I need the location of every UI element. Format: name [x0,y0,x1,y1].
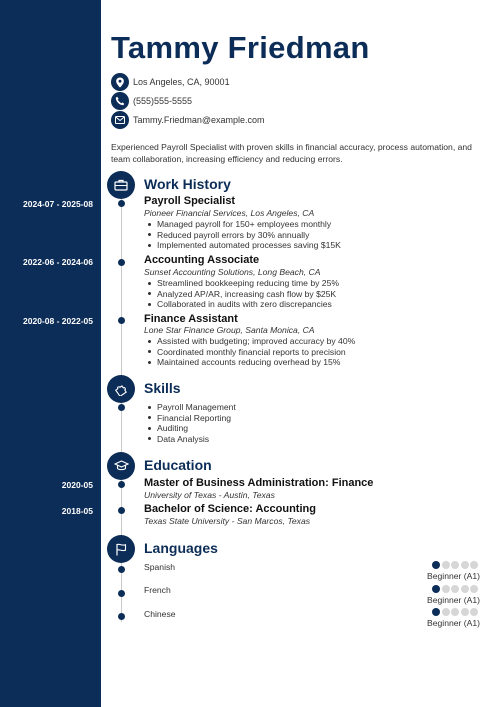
job-company: Pioneer Financial Services, Los Angeles, CA [144,208,315,218]
language-name: French [144,585,171,595]
job-title: Payroll Specialist [144,195,236,207]
education-date: 2020-05 [61,480,93,490]
job-bullets [146,278,339,310]
graduation-cap-icon [107,452,135,480]
flag-icon [107,535,135,563]
rating-dot-empty [470,608,478,616]
section-title-languages: Languages [144,540,218,556]
language-name: Spanish [144,562,176,572]
job-title: Finance Assistant [144,313,238,325]
list-item: Financial Reporting [146,413,236,424]
sidebar [0,0,101,707]
contact-email-text: Tammy.Friedman@example.com [133,115,265,125]
school-name: University of Texas - Austin, Texas [144,490,275,500]
job-dates: 2024-07 - 2025-08 [23,199,93,209]
rating-dot-filled [432,561,440,569]
job-company: Sunset Accounting Solutions, Long Beach, CA [144,267,321,277]
rating-dot-empty [461,585,469,593]
degree-title: Bachelor of Science: Accounting [144,503,316,515]
rating-dot-empty [461,561,469,569]
list-item: Implemented automated processes saving $15K [146,240,341,251]
timeline-dot [118,481,125,488]
contact-email [111,111,265,129]
timeline-dot [118,317,125,324]
timeline-dot [118,507,125,514]
list-item: Payroll Management [146,402,236,413]
job-dates: 2022-06 - 2024-06 [23,257,93,267]
job-title: Accounting Associate [144,254,260,266]
list-item: Auditing [146,423,236,434]
puzzle-icon [107,375,135,403]
rating-dot-filled [432,585,440,593]
list-item: Assisted with budgeting; improved accuracy by 40% [146,336,355,347]
list-item: Maintained accounts reducing overhead by 15% [146,357,355,368]
rating-dot-empty [470,561,478,569]
school-name: Texas State University - San Marcos, Texas [144,516,311,526]
education-date: 2018-05 [61,506,93,516]
rating-dot-empty [442,608,450,616]
language-level: Beginner (A1) [427,618,481,628]
section-title-skills: Skills [144,380,181,396]
candidate-name: Tammy Friedman [111,30,370,65]
language-level: Beginner (A1) [427,595,481,605]
skills-list [146,402,236,444]
phone-icon [111,92,129,110]
briefcase-icon [107,171,135,199]
list-item: Data Analysis [146,434,236,445]
contact-phone [111,92,192,110]
job-bullets [146,219,341,251]
timeline-dot [118,590,125,597]
timeline-dot [118,259,125,266]
language-rating [432,608,480,616]
list-item: Collaborated in audits with zero discrepancies [146,299,339,310]
rating-dot-empty [442,561,450,569]
degree-title: Master of Business Administration: Finance [144,477,374,489]
rating-dot-empty [470,585,478,593]
rating-dot-empty [461,608,469,616]
professional-summary: Experienced Payroll Specialist with proven skills in financial accuracy, process automation, and team collaboration, increasing efficiency and reducing errors. [111,142,472,164]
job-bullets [146,336,355,368]
list-item: Analyzed AP/AR, increasing cash flow by $25K [146,289,339,300]
rating-dot-empty [451,561,459,569]
timeline-dot [118,613,125,620]
job-company: Lone Star Finance Group, Santa Monica, CA [144,325,315,335]
rating-dot-empty [451,585,459,593]
location-pin-icon [111,73,129,91]
section-title-work-history: Work History [144,176,231,192]
job-dates: 2020-08 - 2022-05 [23,316,93,326]
contact-location-text: Los Angeles, CA, 90001 [133,77,230,87]
contact-location [111,73,230,91]
language-rating [432,585,480,593]
language-name: Chinese [144,609,176,619]
contact-phone-text: (555)555-5555 [133,96,193,106]
rating-dot-empty [451,608,459,616]
timeline-dot [118,404,125,411]
email-icon [111,111,129,129]
section-title-education: Education [144,457,212,473]
rating-dot-empty [442,585,450,593]
list-item: Managed payroll for 150+ employees monthly [146,219,341,230]
list-item: Reduced payroll errors by 30% annually [146,230,341,241]
language-rating [432,561,480,569]
rating-dot-filled [432,608,440,616]
language-level: Beginner (A1) [427,571,481,581]
timeline-dot [118,566,125,573]
timeline-dot [118,200,125,207]
list-item: Coordinated monthly financial reports to precision [146,347,355,358]
list-item: Streamlined bookkeeping reducing time by 25% [146,278,339,289]
